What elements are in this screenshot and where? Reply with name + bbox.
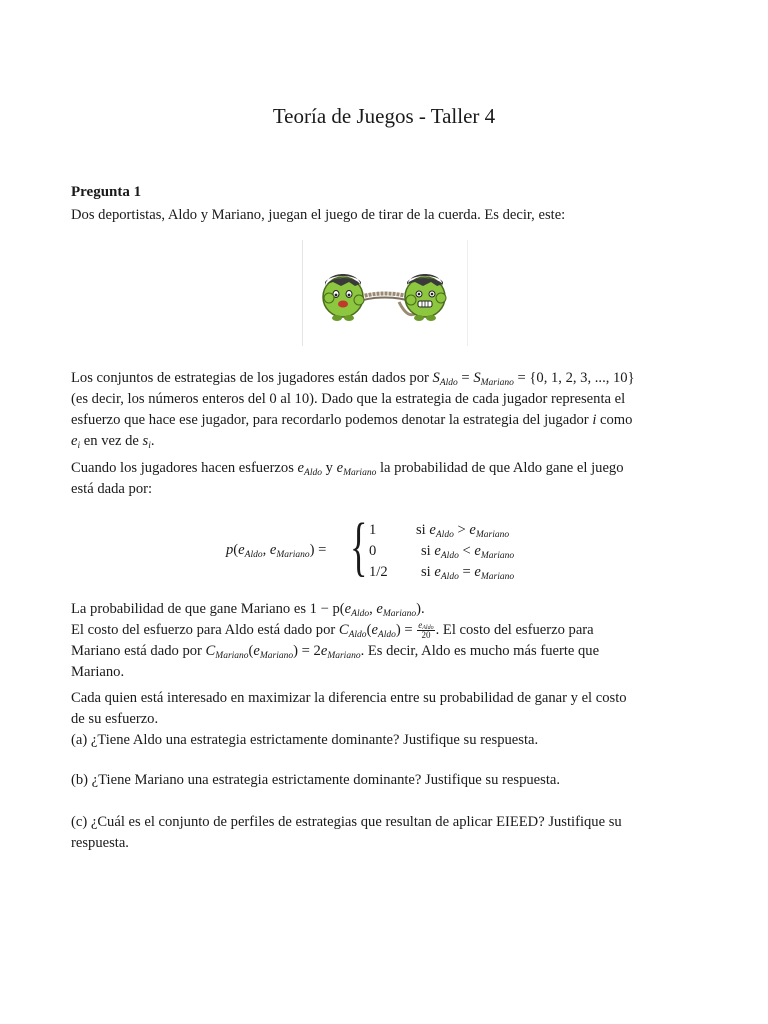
case-2-value: 0 xyxy=(369,543,377,559)
costs-paragraph xyxy=(71,599,698,683)
item-c-line-2: respuesta. xyxy=(71,835,129,851)
strategies-line-3: esfuerzo que hace ese jugador, para recordarlo podemos denotar la estrategia del jugador i como xyxy=(71,412,633,428)
equation-lhs: $p(e_{Aldo}$, $e_{Mariano}$) = xyxy=(226,542,327,560)
costs-line-3: Mariano está dado por $C_{Mariano}(e_{Mariano}) = 2e_{Mariano}$. Es decir, Aldo es mucho más fuerte que xyxy=(71,643,600,661)
aldo-character-icon xyxy=(323,274,364,321)
intro-paragraph xyxy=(71,205,698,226)
item-b: (b) ¿Tiene Mariano una estrategia estrictamente dominante? Justifique su respuesta. xyxy=(71,772,561,788)
case-2-condition: si $e_{Aldo} < e_{Mariano}$ xyxy=(421,543,515,561)
item-c-paragraph xyxy=(71,812,698,854)
item-b-paragraph xyxy=(71,770,698,791)
costs-line-2: El costo del esfuerzo para Aldo está dado por $C_{Aldo}(e_{Aldo})$ = $\frac{e_{Aldo}}{20}$ . El costo del esfuerzo para xyxy=(71,620,594,641)
probability-equation xyxy=(226,510,546,588)
tug-of-war-illustration xyxy=(302,240,468,346)
case-3-condition: si $e_{Aldo} = e_{Mariano}$ xyxy=(421,564,515,582)
tug-of-war-drawing xyxy=(303,240,467,346)
item-c-line-1: (c) ¿Cuál es el conjunto de perfiles de estrategias que resultan de aplicar EIEED? Justifique su xyxy=(71,814,622,830)
strategies-line-2: (es decir, los números enteros del 0 al 10). Dado que la estrategia de cada jugador representa el xyxy=(71,391,626,407)
equation-brace: { xyxy=(350,510,368,583)
cost-fraction: $\frac{e_{Aldo}}{20}$ xyxy=(418,620,434,641)
interest-line-2: de su esfuerzo. xyxy=(71,711,159,727)
item-a: (a) ¿Tiene Aldo una estrategia estrictamente dominante? Justifique su respuesta. xyxy=(71,732,539,748)
costs-line-4: Mariano. xyxy=(71,664,125,680)
case-3-value: 1/2 xyxy=(369,564,388,580)
question-heading: Pregunta 1 xyxy=(71,184,142,200)
intro-text: Dos deportistas, Aldo y Mariano, juegan el juego de tirar de la cuerda. Es decir, este: xyxy=(71,207,566,223)
costs-line-1: La probabilidad de que gane Mariano es $1 - p(e_{Aldo}$, $e_{Mariano}$). xyxy=(71,601,425,619)
strategies-line-4: $e_i$ en vez de $s_i$. xyxy=(71,433,155,451)
probability-intro-paragraph xyxy=(71,458,698,500)
strategies-paragraph xyxy=(71,368,698,452)
probability-intro-line-2: está dada por: xyxy=(71,481,153,497)
interest-line-1: Cada quien está interesado en maximizar la diferencia entre su probabilidad de ganar y el costo xyxy=(71,690,627,706)
case-1-value: 1 xyxy=(369,522,377,538)
interest-paragraph xyxy=(71,688,698,751)
strategies-line-1: Los conjuntos de estrategias de los jugadores están dados por $S_{Aldo} = S_{Mariano} = \{0$, 1, 2, 3, ..., 10} xyxy=(71,370,635,388)
probability-intro-line-1: Cuando los jugadores hacen esfuerzos $e_{Aldo}$ y $e_{Mariano}$ la probabilidad de que Aldo gane el juego xyxy=(71,460,624,478)
page-title: Teoría de Juegos - Taller 4 xyxy=(272,104,496,128)
case-1-condition: si $e_{Aldo} > e_{Mariano}$ xyxy=(416,522,510,540)
